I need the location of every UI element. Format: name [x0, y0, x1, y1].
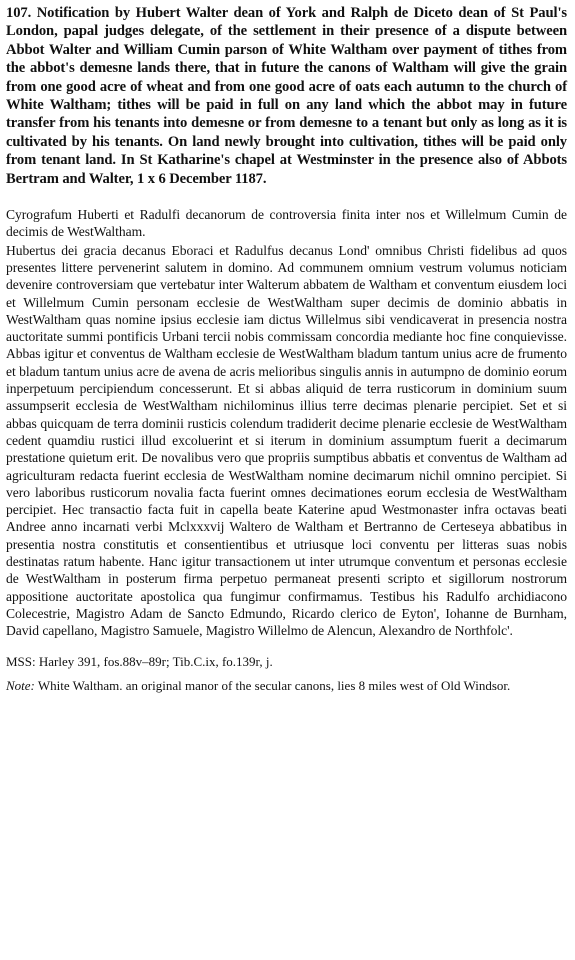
note-text: White Waltham. an original manor of the secular canons, lies 8 miles west of Old Windsor.: [37, 678, 511, 694]
editorial-note: [6, 678, 567, 694]
document-page: [6, 4, 567, 694]
note-label: Note:: [6, 678, 35, 694]
entry-summary-text: Notification by Hubert Walter dean of York and Ralph de Diceto dean of St Paul's London, papal judges delegate, of the settlement in their presence of a dispute between Abbot Walter and William Cumin parson of White Waltham over payment of tithes from the abbot's demesne lands there, that in future the canons of Waltham will give the grain from one good acre of wheat and from one good acre of oats each autumn to the church of White Waltham; tithes will be paid in full on any land which the abbot may in future transfer from his tenants into demesne or from demesne to a tenant but only as long as it is cultivated by his tenants. On land newly brought into cultivation, tithes will be paid only from tenant land. In St Katharine's chapel at Westminster in the presence also of Abbots Bertram and Walter, 1 x 6 December 1187.: [6, 5, 567, 187]
entry-summary: [6, 4, 567, 188]
entry-number: 107.: [6, 5, 32, 21]
charter-body: Hubertus dei gracia decanus Eboraci et Radulfus decanus Lond' omnibus Christi fidelibus ad quos presentes littere pervenerint salutem in domino. Ad communem omnium vestrum volumus noticiam devenire controversiam que vertebatur inter Walterum abbatem de Waltham et conventum eiusdem loci et Willelmum Cumin personam ecclesie de WestWaltham super decimis de dominio abbatis in WestWaltham quas nomine ipsius ecclesie iam dictus Willelmus sibi vendicaverat in presencia nostra auctoritate summi pontificis Urbani tercii nobis commissam concordia mediante hoc fine conquievisse. Abbas igitur et conventus de Waltham ecclesie de WestWaltham bladum tantum unius acre de frumento et bladum tantum unius acre de avena de acris melioribus singulis annis in autumpno de dominio eorum inperpetuum percipiendum concesserunt. Et si abbas aliquid de terra rusticorum in dominium suum assumpserit ecclesia de WestWaltham nichilominus illius terre decimas plenarie percipiet. Set et si abbas quicquam de terra dominii rusticis colendum tradiderit decime plenarie ecclesie de WestWaltham cedent quamdiu rustici illud excoluerint et si iterum in dominium assumptum fuerit a decimarum prestatione quietum erit. De novalibus vero que propriis sumptibus abbatis et conventus de Waltham ad agriculturam redacta fuerint ecclesia de WestWaltham nomine decimarum nichil omnino percipiet. Si vero laboribus rusticorum novalia facta fuerint omnes decimationes eorum ecclesia de WestWaltham percipiet. Hec transactio facta fuit in capella beate Katerine apud Westmonaster infra octavas beati Andree anno incarnati verbi Mclxxxvij Waltero de Waltham et Bertranno de Certeseya abbatibus in presentia nostra constitutis et consentientibus et utriusque loci conventu per litteras suas nobis destinatas ratum habente. Hanc igitur transactionem ut inter utrumque conventum et personas ecclesie de WestWaltham in posterum firma perpetuo permaneat presenti scripto et sigillorum nostrorum appositione auctoritate apostolica qua fungimur confirmamus. Testibus his Radulfo archidiacono Colecestrie, Magistro Adam de Sancto Edmundo, Ricardo clerico de Eyton', Iohanne de Burnham, David capellano, Magistro Samuele, Magistro Willelmo de Alencun, Alexandro de Northfolc'.: [6, 242, 567, 639]
charter-rubric: Cyrografum Huberti et Radulfi decanorum de controversia finita inter nos et Willelmum Cumin de decimis de WestWaltham.: [6, 207, 567, 240]
latin-text: [6, 206, 567, 639]
manuscript-sources: MSS: Harley 391, fos.88v–89r; Tib.C.ix, fo.139r, j.: [6, 654, 273, 670]
